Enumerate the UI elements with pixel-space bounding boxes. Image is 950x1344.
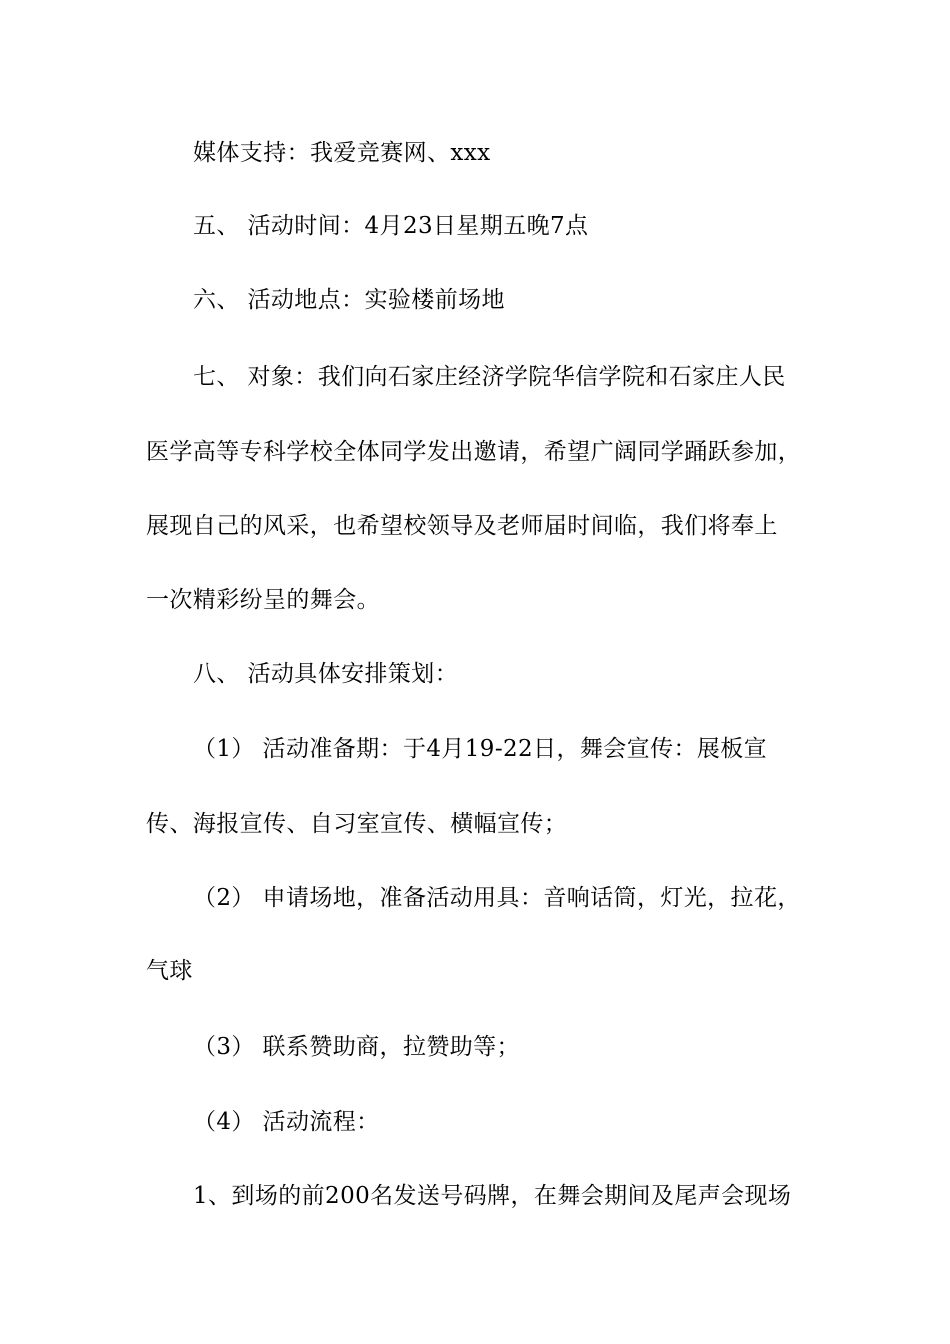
list-item-1: （1） 活动准备期：于4月19-22日，舞会宣传：展板宣 [193, 736, 768, 762]
paragraph-line: 一次精彩纷呈的舞会。 [146, 587, 380, 613]
section-6-location: 六、 活动地点：实验楼前场地 [193, 287, 505, 313]
paragraph-line: 医学高等专科学校全体同学发出邀请，希望广阔同学踊跃参加， [146, 439, 802, 465]
section-7-audience: 七、 对象：我们向石家庄经济学院华信学院和石家庄人民 [193, 364, 786, 390]
section-5-time: 五、 活动时间：4月23日星期五晚7点 [193, 213, 589, 239]
list-item-4: （4） 活动流程： [193, 1109, 380, 1135]
numbered-item-1: 1、到场的前200名发送号码牌，在舞会期间及尾声会现场 [193, 1183, 792, 1209]
paragraph-line: 气球 [146, 958, 193, 984]
paragraph-line: 展现自己的风采，也希望校领导及老师届时间临，我们将奉上 [146, 513, 778, 539]
list-item-2: （2） 申请场地，准备活动用具：音响话筒，灯光，拉花， [193, 885, 801, 911]
list-item-3: （3） 联系赞助商，拉赞助等； [193, 1034, 520, 1060]
paragraph-line: 传、海报宣传、自习室宣传、横幅宣传； [146, 811, 568, 837]
section-8-heading: 八、 活动具体安排策划： [193, 661, 459, 687]
media-support-line: 媒体支持：我爱竞赛网、xxx [193, 140, 491, 166]
